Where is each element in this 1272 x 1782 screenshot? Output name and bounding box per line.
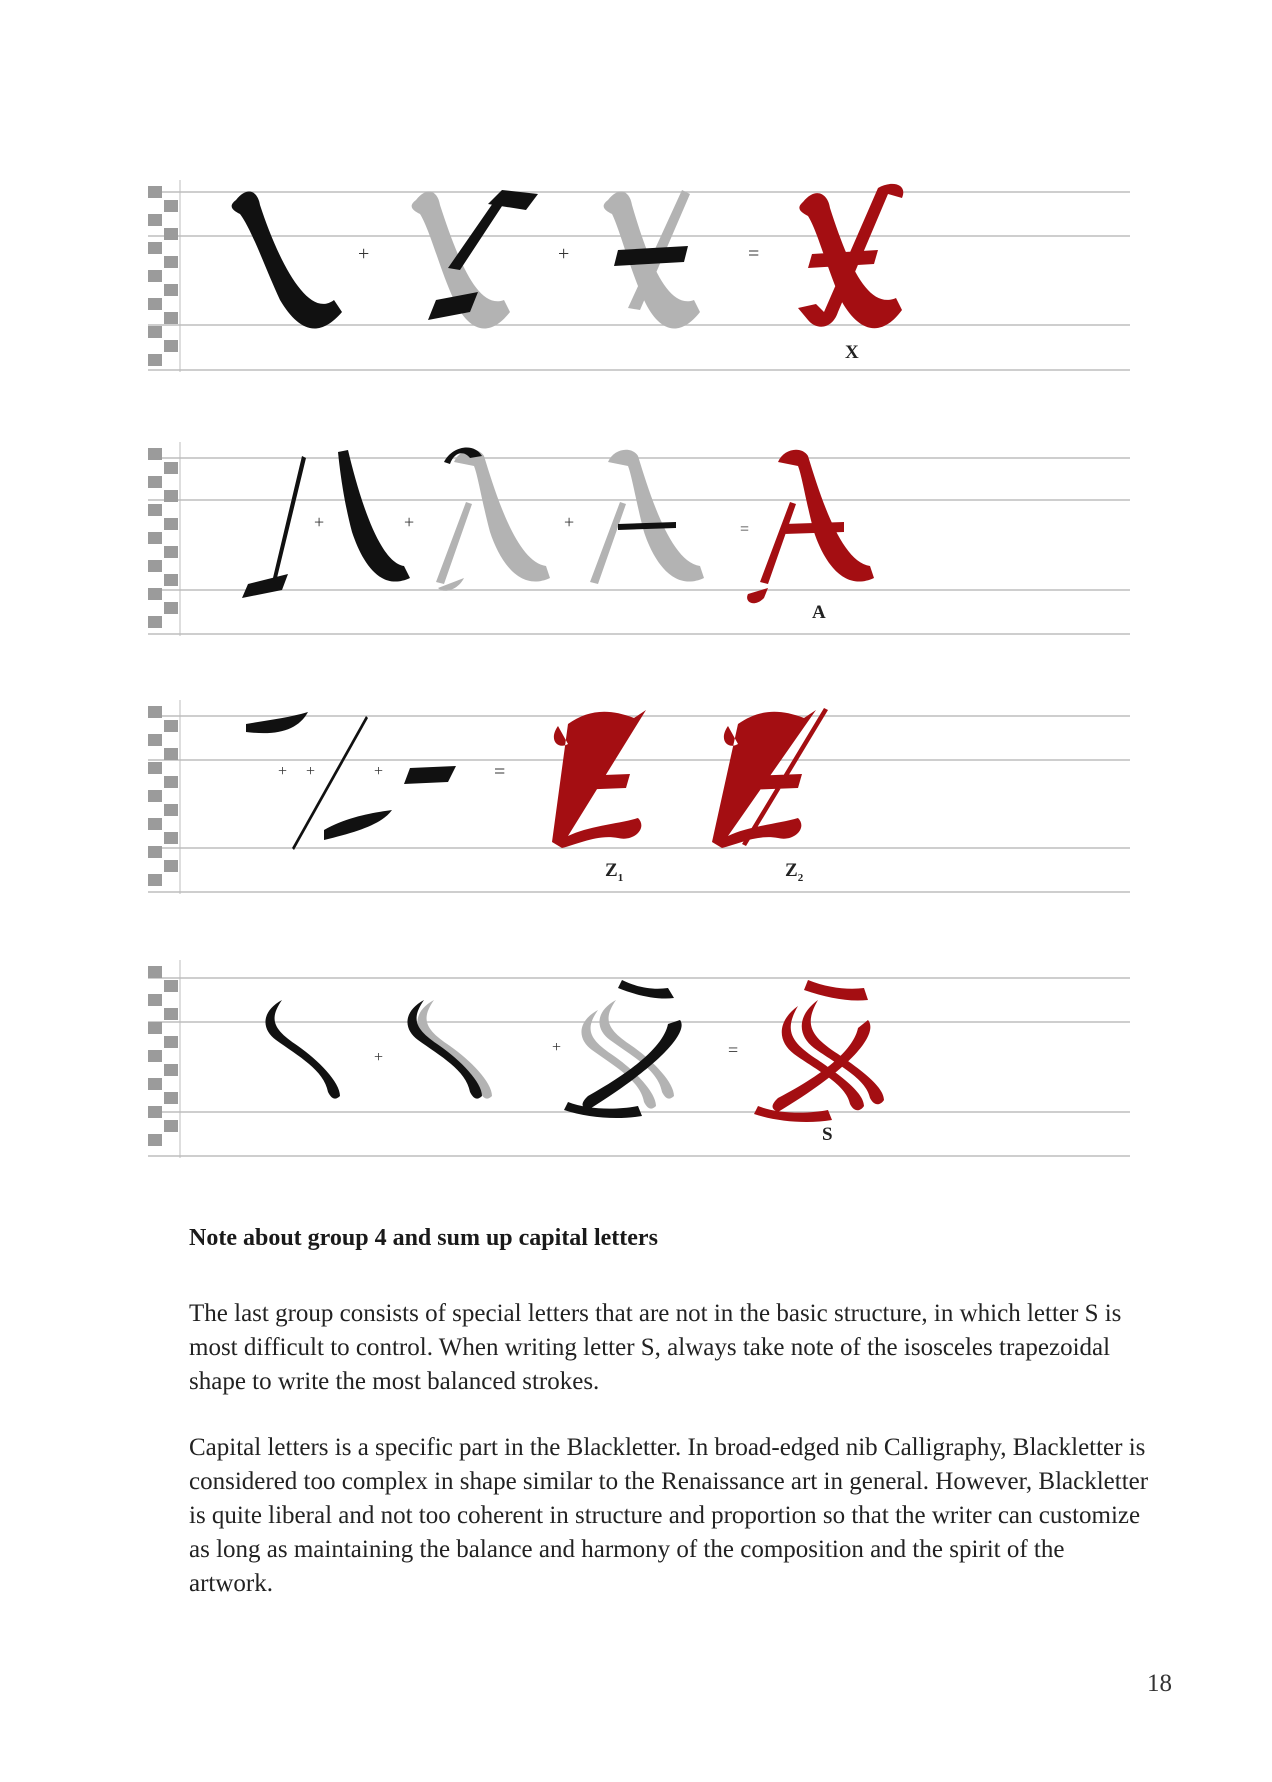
measure-tick xyxy=(164,1092,178,1104)
measure-tick xyxy=(148,874,162,886)
result-z2-red xyxy=(712,708,828,848)
measure-tick xyxy=(164,256,178,268)
label-z2-letter: Z xyxy=(785,860,798,881)
plus-sign: + xyxy=(374,1049,384,1066)
stroke-3-black xyxy=(564,980,682,1118)
stroke-3-black xyxy=(324,810,392,840)
stroke-1-black xyxy=(265,1000,340,1099)
guide-row-s-drawing xyxy=(148,960,1130,1160)
plus-sign: + xyxy=(374,763,384,780)
result-x-red xyxy=(798,184,903,328)
measure-tick xyxy=(164,200,178,212)
measure-tick xyxy=(148,326,162,338)
measure-tick xyxy=(164,602,178,614)
measure-tick xyxy=(148,762,162,774)
measure-ticks xyxy=(148,448,178,628)
stroke-1-black xyxy=(232,192,342,329)
measure-tick xyxy=(164,720,178,732)
measure-tick xyxy=(148,706,162,718)
measure-tick xyxy=(148,1078,162,1090)
measure-tick xyxy=(148,790,162,802)
measure-tick xyxy=(164,804,178,816)
label-s: S xyxy=(822,1124,833,1145)
measure-tick xyxy=(148,1022,162,1034)
measure-tick xyxy=(164,490,178,502)
stroke-a-ghost xyxy=(436,450,550,591)
measure-tick xyxy=(164,546,178,558)
label-z2 xyxy=(785,860,803,884)
guide-row-x-drawing xyxy=(148,180,1130,380)
stroke-2-black xyxy=(338,450,410,582)
measure-tick xyxy=(148,532,162,544)
measure-ticks xyxy=(148,966,178,1146)
guide-lines xyxy=(148,700,1130,894)
stroke-s-ghost xyxy=(417,1000,492,1099)
measure-tick xyxy=(164,312,178,324)
measure-tick xyxy=(148,588,162,600)
measure-tick xyxy=(148,1134,162,1146)
result-z1-red xyxy=(552,710,646,848)
guide-row-a-drawing xyxy=(148,442,1130,642)
measure-tick xyxy=(164,462,178,474)
measure-tick xyxy=(164,832,178,844)
guide-row-s xyxy=(148,960,1130,1160)
stroke-1-black xyxy=(246,712,308,733)
measure-tick xyxy=(148,994,162,1006)
measure-tick xyxy=(148,214,162,226)
stroke-4-black xyxy=(618,522,676,530)
plus-sign: + xyxy=(358,243,370,265)
measure-tick xyxy=(148,186,162,198)
measure-tick xyxy=(148,504,162,516)
guide-row-z xyxy=(148,700,1130,900)
measure-tick xyxy=(148,560,162,572)
equals-sign: = xyxy=(494,761,506,783)
plus-sign: + xyxy=(278,763,288,780)
measure-tick xyxy=(148,354,162,366)
plus-sign: + xyxy=(306,763,316,780)
label-z1 xyxy=(605,860,623,884)
measure-tick xyxy=(164,1120,178,1132)
plus-sign: + xyxy=(404,512,415,532)
guide-row-z-drawing xyxy=(148,700,1130,900)
paragraph-1: The last group consists of special letters that are not in the basic structure, in which letter S is most difficult to control. When writing letter S, always take note of the isosceles trapezoidal shape to write the most balanced strokes. xyxy=(189,1300,1122,1395)
equals-sign: = xyxy=(728,1040,739,1060)
measure-tick xyxy=(164,518,178,530)
measure-tick xyxy=(148,846,162,858)
measure-tick xyxy=(164,748,178,760)
measure-tick xyxy=(148,298,162,310)
label-z2-sub: 2 xyxy=(797,871,804,884)
measure-tick xyxy=(164,980,178,992)
measure-tick xyxy=(164,574,178,586)
paragraph-2: Capital letters is a specific part in the Blackletter. In broad-edged nib Calligraphy, Blackletter is considered too complex in shape similar to the Renaissance art in general. However, Blackletter is quite liberal and not too coherent in structure and proportion so that the writer can customize as long as maintaining the balance and harmony of the composition and the spirit of the artwork. xyxy=(189,1434,1149,1597)
measure-tick xyxy=(148,1050,162,1062)
measure-tick xyxy=(148,270,162,282)
section-heading: Note about group 4 and sum up capital letters xyxy=(189,1225,658,1251)
stroke-1-black xyxy=(242,456,306,598)
measure-tick xyxy=(148,616,162,628)
measure-tick xyxy=(148,242,162,254)
measure-tick xyxy=(164,340,178,352)
plus-sign: + xyxy=(558,243,570,265)
result-a-red xyxy=(747,450,874,603)
measure-tick xyxy=(148,734,162,746)
stroke-a-ghost-2 xyxy=(590,450,704,584)
page-number: 18 xyxy=(1147,1670,1172,1697)
measure-tick xyxy=(148,1106,162,1118)
guide-row-x xyxy=(148,180,1130,380)
measure-tick xyxy=(164,860,178,872)
label-a: A xyxy=(812,602,826,623)
measure-tick xyxy=(164,228,178,240)
equals-sign: = xyxy=(740,521,750,538)
label-z1-sub: 1 xyxy=(617,871,624,884)
label-z1-letter: Z xyxy=(605,860,618,881)
plus-sign: + xyxy=(564,512,575,532)
stroke-4-black xyxy=(404,766,456,784)
equals-sign: = xyxy=(748,243,760,265)
guide-row-a xyxy=(148,442,1130,642)
result-s-red xyxy=(754,980,884,1122)
measure-tick xyxy=(164,1036,178,1048)
measure-tick xyxy=(164,1064,178,1076)
measure-tick xyxy=(148,966,162,978)
measure-tick xyxy=(148,448,162,460)
measure-tick xyxy=(148,476,162,488)
measure-ticks xyxy=(148,706,178,886)
measure-ticks xyxy=(148,186,178,366)
measure-tick xyxy=(148,818,162,830)
measure-tick xyxy=(164,1008,178,1020)
plus-sign: + xyxy=(552,1039,562,1056)
label-x: X xyxy=(845,342,859,363)
measure-tick xyxy=(164,776,178,788)
measure-tick xyxy=(164,284,178,296)
plus-sign: + xyxy=(314,512,325,532)
